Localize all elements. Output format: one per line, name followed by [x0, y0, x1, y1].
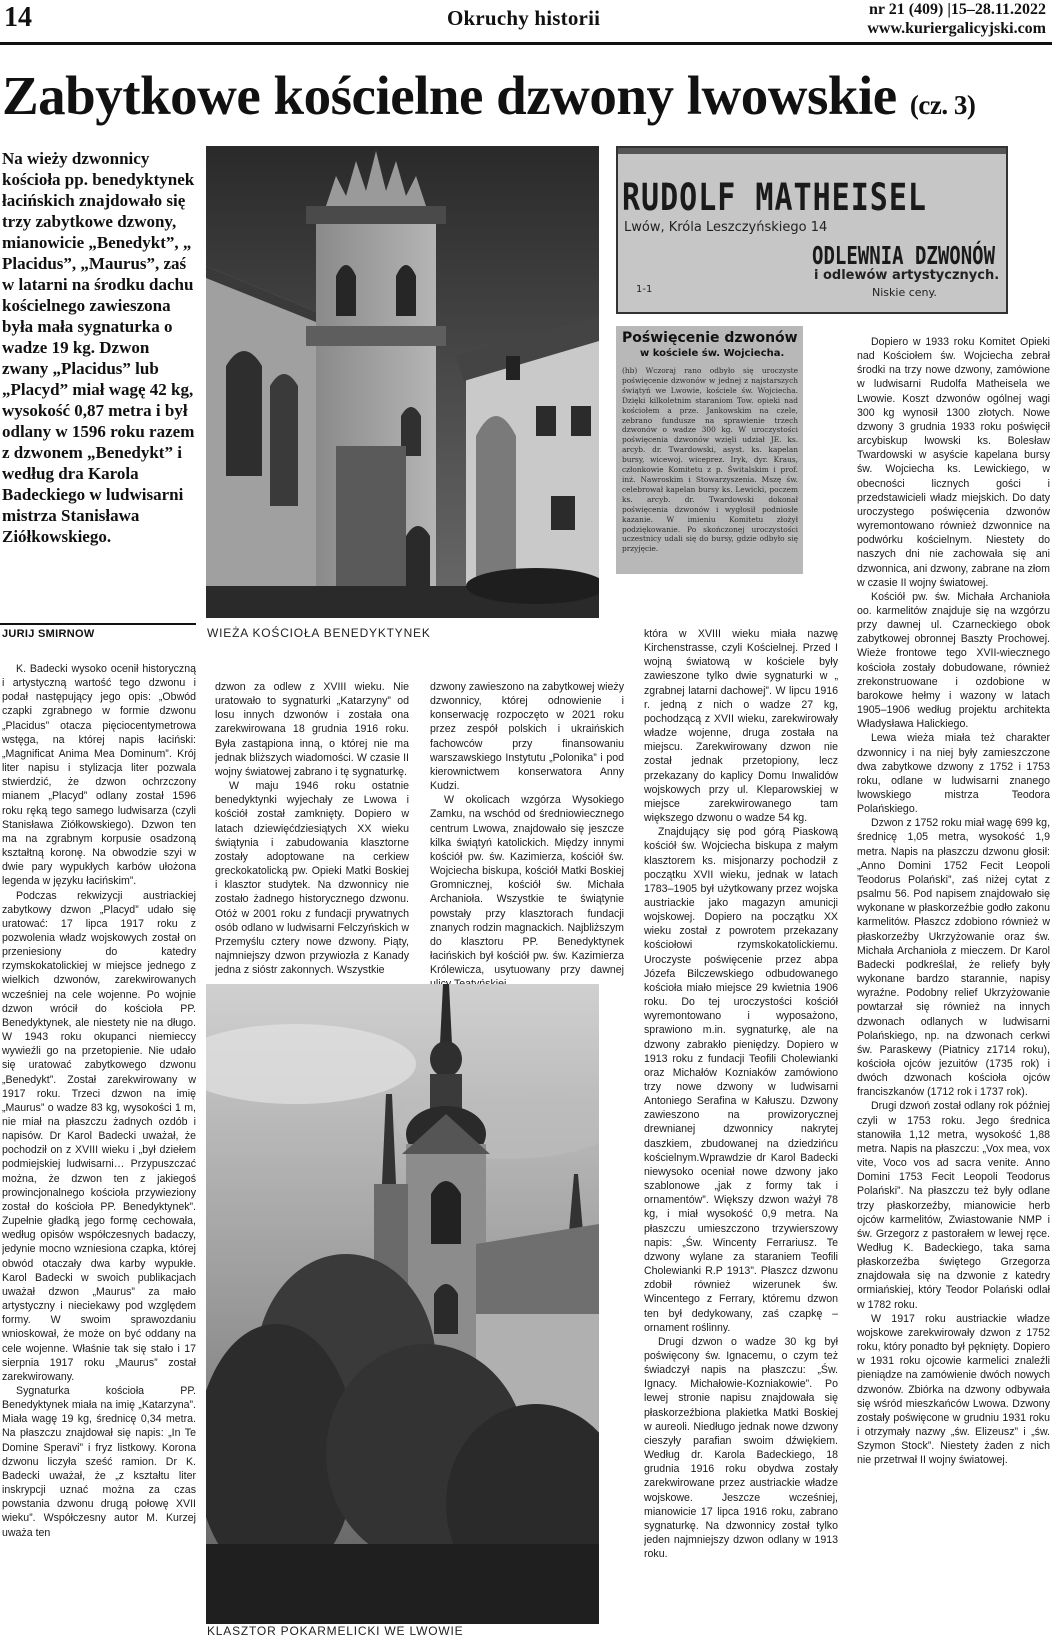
website-link[interactable]: www.kuriergalicyjski.com — [867, 20, 1046, 37]
matheisel-ad-clipping — [616, 146, 1008, 314]
ad-subtitle: i odlewów artystycznych. — [814, 268, 1000, 283]
article-column-5 — [857, 335, 1050, 1632]
article-column-4 — [644, 627, 838, 1632]
ad-prices: Niskie ceny. — [872, 286, 937, 299]
tower-photo — [206, 146, 599, 618]
article-paragraph: Drugi dzwon o wadze 30 kg był poświęcony św. Ignacemu, o czym też świadczył napis na płaszczu: „Św. Ignacy. Michałowie-Kozniakowie”. Po lewej stronie napisu znajdowała się płaskorzeźbiona plakietka Matki Boskiej w aureoli. Niedługo jednak nowe dzwony cieszyły parafian swoim dźwiękiem. Według dr. Karola Badeckiego, 18 grudnia 1916 roku obydwa zostały zarekwirowane przez austriackie władze wojskowe. Jeszcze wcześniej, mianowicie 17 lipca 1916 roku, zabrano sygnaturkę. Na dzwonnicy został tylko jeden najmniejszy dzwon odlany w 1913 roku. — [644, 1335, 838, 1561]
article-paragraph: która w XVIII wieku miała nazwę Kirchenstrasse, czyli Kościelnej. Przed I wojną światową w kościele były zawieszone tylko dwie sygnaturki w „ zgrabnej latarni dachowej”. W lipcu 1916 r. jedną z nich o wadze 27 kg, pochodzącą z XVII wieku, zarekwirowały władze wojenne, druga została na miejscu. Zarekwirowany dzwon nie został jednak przetopiony, lecz przekazany do kaplicy Domu Inwalidów wojskowych przy ul. Kleparowskiej w miejsce zarekwirowanego tam większego dzwonu o wadze 54 kg. — [644, 628, 838, 825]
article-column-1 — [2, 662, 196, 1632]
issue-info — [867, 0, 1046, 38]
article-headline — [2, 64, 975, 127]
author-byline: JURIJ SMIRNOW — [2, 628, 95, 640]
byline-rule — [0, 623, 196, 625]
ad-business: ODLEWNIA DZWONÓW — [812, 242, 996, 271]
article-paragraph: Sygnaturka kościoła PP. Benedyktynek miała na imię „Katarzyna”. Miała wagę 19 kg, średnicę 0,34 metra. Na płaszczu znajdował się napis: „In Te Domine Speravi” i fryz listkowy. Korona dzwonu liczyła sześć ramion. Dr K. Badecki uważał, że „z kształtu liter inskrypcji uznać można za czas powstania dzwonu drugą połowę XVII wieku”. Współczesny autor M. Kurzej uważa ten — [2, 1384, 196, 1539]
issue-number: nr 21 (409) |15–28.11.2022 — [868, 1, 1046, 18]
article-paragraph: dzwony zawieszono na zabytkowej wieży dzwonnicy, której odnowienie i konserwację rozpoczęto w 2021 roku przez zespół polskich i ukraińskich fachowców przy finansowaniu warszawskiego Instytutu „Polonika” i pod kierownictwem konserwatora Anny Kudzi. — [430, 681, 624, 793]
article-paragraph: Znajdujący się pod górą Piaskową kościół św. Wojciecha biskupa z małym klasztorem ks. misjonarzy pochodził z początku XVII wieku, jednak w latach 1783–1905 był użytkowany przez wojska austriackie jako magazyn amunicji wojskowej. Dopiero na początku XX wieku został z powrotem przekazany kościołowi rzymskokatolickiemu. Uroczyste poświęcenie przez abpa Józefa Bilczewskiego odbudowanego kościoła miało miejsce 29 kwietnia 1906 roku. Do tej uroczystości kościół wyremontowano i wyposażono, sprawiono m.in. sygnaturkę, ale na dzwony zabrakło pieniędzy. Dopiero w 1913 roku z fundacji Teofili Cholewianki oraz Michałów Kozniaków zamówiono trzy nowe dzwony w ludwisarni Antoniego Serafina w Kałuszu. Dzwony zawieszono na prowizorycznej drewnianej dzwonnicy nakrytej daszkiem, zbudowanej na dziedzińcu kościelnym.Wprawdzie dr Karol Badecki niewysoko oceniał nowe dzwony jako szablonowe „jak z formy tak i ornamentów”. Większy dzwon ważył 78 kg, i miał wysokość 0,9 metra. Na płaszczu umieszczono trzywierszowy napis: „Św. Wincenty Ferrariusz. Te dzwony wylane za staraniem Teofili Cholewianki R.P 1913”. Płaszcz dzwonu zdobił również wizerunek św. Wincentego z Ferrary, któremu dzwon ten był dedykowany, zaś czapkę – ornament roślinny. — [644, 826, 838, 1334]
ad-code: 1-1 — [636, 284, 653, 295]
ad-company-name: RUDOLF MATHEISEL — [622, 176, 927, 220]
page-number: 14 — [4, 2, 32, 33]
header-rule — [0, 42, 1052, 45]
article-paragraph: Dopiero w 1933 roku Komitet Opieki nad Kościołem św. Wojciecha zebrał środki na trzy nowe dzwony, zamówione w ludwisarni Rudolfa Matheisela we Lwowie. Koszt dzwonów ogólnej wagi 300 kg wynosił 1300 złotych. Nowe dzwony 3 grudnia 1933 roku poświęcił arcybiskup lwowski ks. Bolesław Twardowski w asyście kapelana bursy św. Wojciecha ks. Lewickiego, w obecności licznych gości i przedstawicieli władz miejskich. Do daty uroczystego poświęcenia dzwonów wyremontowano również dzwonnice na podwórku kościelnym. Niestety do naszych dni nie zachowała się ani dzwonnica, ani dzwony, zabrane na złom w czasie II wojny światowej. — [857, 336, 1050, 589]
carmelite-photo — [206, 984, 599, 1624]
article-paragraph: Podczas rekwizycji austriackiej zabytkowy dzwon „Placyd” udało się uratować: 17 lipca 1917 roku z pozwolenia władz wojskowych został on przeniesiony do katedry rzymskokatolickiej w miejsce jednego z wielkich dzwonów, zarekwirowanych wcześniej na cele wojenne. Po wojnie dzwon wrócił do kościoła PP. Benedyktynek, ale niestety nie na długo. W 1943 roku okupanci niemieccy wywieźli go na przetopienie. Nie udało się uratować zabytkowego dzwonu „Benedykt”. Został zarekwirowany w 1917 roku. Trzeci dzwon na imię „Maurus” o wadze 83 kg, wysokości 1 m, nie miał na płaszczu żadnych ozdób i napisów. Dr Karol Badecki uważał, że pochodził on z XVIII wieku i „był dziełem podmiejskiej ludwisarni… Przypuszczać można, że dzwon ten z jakiegoś prowincjonalnego kościoła przywieziony został do kościoła PP. Benedyktynek”. Zupełnie gładką jego formę cechowała, według opisów współczesnych badaczy, jedynie mocno wzniesiona czapka, której obwód otaczały dwa karby wypukłe. Karol Badecki w swoich publikacjach uważał dzwon „Maurus” za mało artystyczny i nieciekawy pod względem formy. W swoim sprawozdaniu wnioskował, że może on być oddany na cele wojenne. Właśnie tak się stało i 17 sierpnia 1917 roku „Maurus” został zarekwirowany. — [2, 889, 196, 1383]
news-clipping-body: (hb) Wczoraj rano odbyło się uroczyste poświęcenie dzwonów w jednej z najstarszych świątyń we Lwowie, kościele św. Wojciecha. Dzięki kilkoletnim staraniom Tow. opieki nad kościołem a prze. Jankowskim na czele, zebrano fundusze na sprawienie trzech dzwonów o wadze 300 kg. W uroczystości poświęcenia dzwonów wzięli udział JE. ks. arcyb. dr. Twardowski, asyst. ks. kapelan bursy, wicewoj. wiceprez. Iryk, dyr. Kraus, członkowie Komitetu z p. Świtalskim i prof. inż. Nawroskim i Stowarzyszenia. Mszę św. celebrował kapelan bursy ks. Lewicki, poczem ks. arcyb. dr. Twardowski dokonał poświęcenia dzwonów i wygłosił podniosłe kazanie. W imieniu Komitetu złożył podziękowanie. Po skończonej uroczystości uczestnicy udali się do bursy, gdzie odbyło się przyjęcie. — [622, 366, 798, 554]
article-paragraph: K. Badecki wysoko ocenił historyczną i artystyczną wartość tego dzwonu i podał następujący jego opis: „Obwód czapki zgrabnego w formie dzwonu „Placidus” otacza pięciocentymetrowa wstęga, na której napis łaciński: „Magnificat Anima Mea Dominum”. Krój liter napisu i stylizacja liter pozwala stwierdzić, że dzwon ochrzczony mianem „Placyd” odlany został 1596 roku ręką tego samego ludwisarza (czyli Stanisława Ziółkowskiego). Dzwon ten ma na zgrabnym korpusie osadzoną kształtną koronę. Na obwodzie szyi w dwie pary wypukłych karbów ułożona legenda w języku łacińskim”. — [2, 663, 196, 888]
article-paragraph: Kościół pw. św. Michała Archanioła oo. karmelitów znajduje się na wzgórzu przy dawnej ul. Czarneckiego obok zabytkowej obronnej Baszty Prochowej. Wieże frontowe tego XVII-wiecznego kościoła zostały dobudowane, również zrekonstruowane i ozdobione w barokowe hełmy i wazony w latach 1905–1906 według projektu architekta Władysława Halickiego. — [857, 590, 1050, 731]
article-paragraph: W okolicach wzgórza Wysokiego Zamku, na wschód od średniowiecznego centrum Lwowa, znajdowało się jeszcze kilka świątyń katolickich. Między innymi kościół pw. św. Kazimierza, kościół św. Wojciecha biskupa, kościół Matki Boskiej Gromnicznej, kościół św. Michała Archanioła. Wszystkie te świątynie powstały przy klasztorach fundacji znanych rodzin magnackich. Najbliższym do klasztoru PP. Benedyktynek łacińskich był kościół pw. św. Kazimierza Królewicza, usytuowany przy dawnej — [430, 794, 624, 977]
headline-text: Zabytkowe kościelne dzwony lwowskie — [2, 65, 897, 126]
article-paragraph: dzwon za odlew z XVIII wieku. Nie uratowało to sygnaturki „Katarzyny” od losu innych dzwonów i została ona zarekwirowana 18 grudnia 1916 roku. Była zastąpiona inną, o której nie ma jednak bliższych wiadomości. W czasie II wojny światowej zabrano i tę sygnaturkę. — [215, 681, 409, 778]
carmelite-church-image — [206, 984, 599, 1624]
headline-part: (cz. 3) — [909, 90, 976, 120]
article-paragraph: Dzwon z 1752 roku miał wagę 699 kg, średnicę 1,05 metra, wysokość 1,9 metra. Napis na płaszczu dzwonu głosił: „Anno Domini 1752 Fecit Leopoli Teodorus Polański”, zaś niżej cytat z psalmu 56. Pod napisem znajdowało się wykonane w płaskorzeźbie godło zakonu karmelitów. Płaszcz zdobiono również w płaskorzeźby Ukrzyżowanie oraz św. Michała Archanioła z mieczem. Dr Karol Badecki podkreślał, że reliefy były wykonane bardzo starannie, napisy wyraźne. Podobny relief Ukrzyżowanie powtarzał się również na innych dzwonach odlanych w ludwisarni Polańskiego, np. na dzwonach cerkwi św. Paraskewy (Piatnicy z1714 roku), kościoła ojców jezuitów (1735 rok) i dwóch dzwonach kościoła ojców franciszkanów (1712 rok i 1737 rok). — [857, 817, 1050, 1099]
news-clipping — [616, 326, 803, 574]
article-lead: Na wieży dzwonnicy kościoła pp. benedyktynek łacińskich znajdowało się trzy zabytkowe dzwony, mianowicie „Benedykt”, „ Placidus”, „Maurus”, zaś w latarni na środku dachu kościelnego zawieszona była mała sygnaturka o wadze 19 kg. Dzwon zwany „Placidus” lub „Placyd” miał wagę 42 kg, wysokość 0,87 metra i był odlany w 1596 roku razem z dzwonem „Benedykt” i według dra Karola Badeckiego w ludwisarni mistrza Stanisława Ziółkowskiego. — [2, 149, 195, 546]
news-clipping-headline: Poświęcenie dzwonów — [622, 330, 798, 346]
article-paragraph: W 1917 roku austriackie władze wojskowe zarekwirowały dzwon z 1752 roku, który ponadto był pęknięty. Dopiero w 1931 roku ojcowie karmelici znaleźli pieniądze na zamówienie dwóch nowych dzwonów. Zbiórka na dzwony odbywała się wśród mieszkańców Lwowa. Dzwony zostały poświęcone w grudniu 1931 roku i otrzymały nazwy „św. Elizeusz” i „św. Szymon Stock”. Niestety żaden z nich nie przetrwał II wojny światowej. — [857, 1312, 1050, 1467]
tower-photo-caption: WIEŻA KOŚCIOŁA BENEDYKTYNEK — [207, 626, 431, 640]
news-clipping-subhead: w kościele św. Wojciecha. — [640, 348, 785, 359]
article-paragraph: Lewa wieża miała też charakter dzwonnicy i na niej były zamieszczone dwa zabytkowe dzwony z 1752 i 1753 roku, odlane w ludwisarni znanego lwowskiego mistrza Teodora Polańskiego. — [857, 732, 1050, 816]
article-paragraph: W maju 1946 roku ostatnie benedyktynki wyjechały ze Lwowa i kościół został zamknięty. Dopiero w latach dziewięćdziesiątych XX wieku świątynia i zabudowania klasztorne zostały adoptowane na cerkiew greckokatolicką pw. Opieki Matki Boskiej i klasztor studytek. Na dzwonnicy nie zostało żadnego historycznego dzwonu. Otóż w 2001 roku z fundacji prywatnych osób odlano w ludwisarni Felczyńskich w Przemyślu cztery nowe dzwony. Piąty, najmniejszy dzwon przywiozła z Kanady jedna z sióstr zakonnych. Wszystkie — [215, 780, 409, 977]
ad-address: Lwów, Króla Leszczyńskiego 14 — [624, 220, 828, 235]
church-tower-image — [206, 146, 599, 618]
section-title: Okruchy historii — [447, 6, 601, 30]
carmelite-photo-caption: KLASZTOR POKARMELICKI WE LWOWIE — [207, 1624, 464, 1638]
article-paragraph: Drugi dzwoń został odlany rok później czyli w 1753 roku. Jego średnica stanowiła 1,12 metra, wysokość 1,88 metra. Napis na płaszczu: „Vox mea, vox vite, Voco vos ad sacra venite. Anno Domini 1753 Fecit Leopoli Teodorus Polański”. Na płaszczu też były odlane trzy płaskorzeźby, mianowicie herb ojców karmelitów, Zwiastowanie NMP i św. Grzegorz z pastorałem w lewej ręce. Według K. Badeckiego, taka sama płaskorzeźba świętego Grzegorza znajdowała się na dzwonie z katedry ormiańskiej, który Teodor Polański odlał w 1782 roku. — [857, 1100, 1050, 1311]
article-column-2 — [215, 680, 409, 998]
article-column-3 — [430, 680, 624, 998]
